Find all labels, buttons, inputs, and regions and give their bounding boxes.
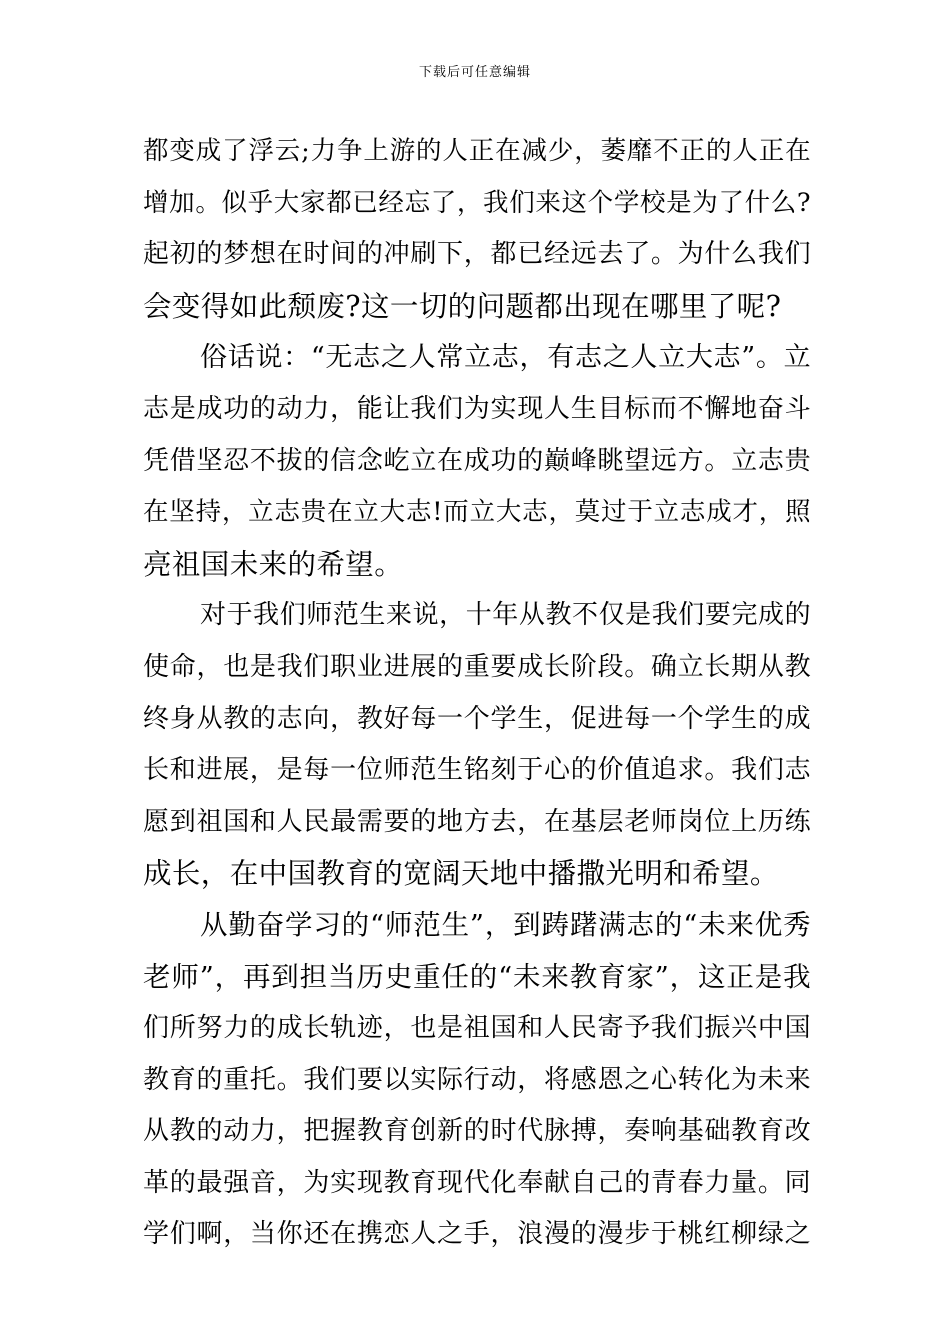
text-line: 革的最强音，为实现教育现代化奉献自己的青春力量。同 — [143, 1167, 811, 1198]
paragraph-first-line: 对于我们师范生来说，十年从教不仅是我们要完成的 — [200, 600, 811, 631]
text-line: 志是成功的动力，能让我们为实现人生目标而不懈地奋斗 — [143, 393, 811, 424]
text-line: 成长，在中国教育的宽阔天地中播撒光明和希望。 — [143, 857, 779, 891]
text-line: 老师”，再到担当历史重任的“未来教育家”，这正是我 — [143, 960, 811, 993]
text-line: 使命，也是我们职业进展的重要成长阶段。确立长期从教 — [143, 651, 811, 682]
text-line: 们所努力的成长轨迹，也是祖国和人民寄予我们振兴中国 — [143, 1013, 811, 1044]
text-line: 起初的梦想在时间的冲刷下，都已经远去了。为什么我们 — [143, 239, 811, 270]
text-line: 学们啊，当你还在携恋人之手，浪漫的漫步于桃红柳绿之 — [143, 1219, 811, 1250]
text-line: 终身从教的志向，教好每一个学生，促进每一个学生的成 — [143, 703, 811, 734]
text-line: 凭借坚忍不拔的信念屹立在成功的巅峰眺望远方。立志贵 — [143, 445, 811, 476]
text-line: 都变成了浮云;力争上游的人正在减少，萎靡不正的人正在 — [143, 136, 811, 166]
text-line: 亮祖国未来的希望。 — [143, 547, 404, 581]
text-line: 在坚持，立志贵在立大志!而立大志，莫过于立志成才，照 — [143, 497, 811, 528]
paragraph-first-line: 从勤奋学习的“师范生”，到踌躇满志的“未来优秀 — [200, 908, 811, 941]
text-line: 愿到祖国和人民最需要的地方去，在基层老师岗位上历练 — [143, 806, 811, 837]
paragraph-first-line: 俗话说：“无志之人常立志，有志之人立大志”。立 — [200, 342, 811, 374]
text-line: 长和进展，是每一位师范生铭刻于心的价值追求。我们志 — [143, 755, 811, 786]
text-line: 增加。似乎大家都已经忘了，我们来这个学校是为了什么? — [143, 187, 811, 218]
page-header: 下载后可任意编辑 — [418, 65, 531, 80]
text-line: 从教的动力，把握教育创新的时代脉搏，奏响基础教育改 — [143, 1116, 811, 1147]
text-line: 教育的重托。我们要以实际行动，将感恩之心转化为未来 — [143, 1064, 811, 1095]
document-body — [143, 126, 811, 1261]
text-line: 会变得如此颓废?这一切的问题都出现在哪里了呢? — [143, 289, 782, 323]
